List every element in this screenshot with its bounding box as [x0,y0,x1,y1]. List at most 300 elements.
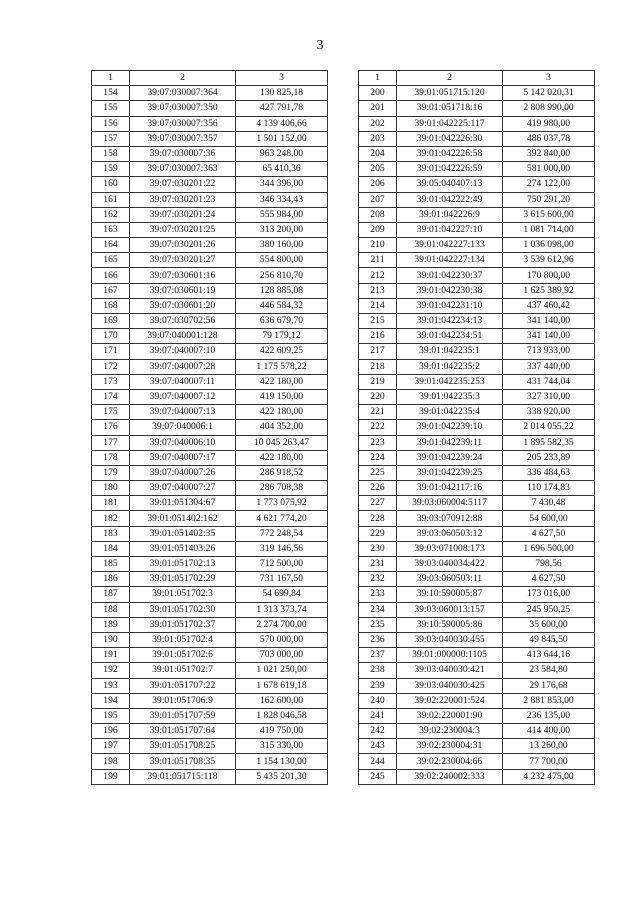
value-cell: 963 248,00 [236,146,328,161]
table-row [359,465,595,480]
table-row [359,526,595,541]
table-row [359,769,595,784]
value-cell: 712 500,00 [236,557,328,572]
row-number-cell: 166 [92,268,130,283]
cadastral-number-cell: 39:07:030007:36 [130,146,236,161]
row-number-cell: 180 [92,481,130,496]
row-number-cell: 209 [359,222,397,237]
row-number-cell: 194 [92,693,130,708]
value-cell: 5 435 201,30 [236,769,328,784]
row-number-cell: 245 [359,769,397,784]
value-cell: 1 501 152,00 [236,131,328,146]
table-row [92,724,328,739]
value-cell: 1 036 098,00 [503,238,595,253]
cadastral-number-cell: 39:03:060013:157 [397,602,503,617]
cadastral-number-cell: 39:01:042227:10 [397,222,503,237]
cadastral-number-cell: 39:02:220001:90 [397,708,503,723]
table-row [359,420,595,435]
data-table-right [358,70,595,785]
cadastral-number-cell: 39:03:071008:173 [397,541,503,556]
row-number-cell: 196 [92,724,130,739]
column-header-2: 2 [130,71,236,86]
value-cell: 65 410,36 [236,162,328,177]
cadastral-number-cell: 39:03:040030:455 [397,632,503,647]
row-number-cell: 195 [92,708,130,723]
row-number-cell: 216 [359,329,397,344]
cadastral-number-cell: 39:01:042235:1 [397,344,503,359]
value-cell: 1 625 389,92 [503,283,595,298]
table-row [92,496,328,511]
value-cell: 130 825,18 [236,86,328,101]
row-number-cell: 174 [92,389,130,404]
value-cell: 1 895 582,35 [503,435,595,450]
table-row [359,587,595,602]
row-number-cell: 228 [359,511,397,526]
table-row [92,177,328,192]
table-body-right [359,86,595,785]
cadastral-number-cell: 39:07:030007:364 [130,86,236,101]
value-cell: 336 484,63 [503,465,595,480]
row-number-cell: 231 [359,557,397,572]
row-number-cell: 222 [359,420,397,435]
row-number-cell: 190 [92,632,130,647]
row-number-cell: 185 [92,557,130,572]
cadastral-number-cell: 39:07:030201:25 [130,222,236,237]
row-number-cell: 181 [92,496,130,511]
value-cell: 4 232 475,00 [503,769,595,784]
row-number-cell: 232 [359,572,397,587]
cadastral-number-cell: 39:01:051715:120 [397,86,503,101]
value-cell: 128 885,08 [236,283,328,298]
table-row [92,739,328,754]
cadastral-number-cell: 39:07:030201:22 [130,177,236,192]
table-row [359,253,595,268]
table-row [92,146,328,161]
row-number-cell: 240 [359,693,397,708]
row-number-cell: 230 [359,541,397,556]
value-cell: 554 800,00 [236,253,328,268]
column-header-2: 2 [397,71,503,86]
cadastral-number-cell: 39:10:590005:87 [397,587,503,602]
row-number-cell: 192 [92,663,130,678]
row-number-cell: 159 [92,162,130,177]
row-number-cell: 212 [359,268,397,283]
value-cell: 636 679,70 [236,314,328,329]
value-cell: 486 037,78 [503,131,595,146]
cadastral-number-cell: 39:07:040006:10 [130,435,236,450]
row-number-cell: 179 [92,465,130,480]
value-cell: 286 708,38 [236,481,328,496]
value-cell: 750 291,20 [503,192,595,207]
cadastral-number-cell: 39:01:042235:4 [397,405,503,420]
table-row [359,754,595,769]
column-header-1: 1 [359,71,397,86]
value-cell: 274 122,00 [503,177,595,192]
row-number-cell: 191 [92,648,130,663]
cadastral-number-cell: 39:01:051707:59 [130,708,236,723]
row-number-cell: 215 [359,314,397,329]
row-number-cell: 170 [92,329,130,344]
cadastral-number-cell: 39:01:042230:37 [397,268,503,283]
row-number-cell: 162 [92,207,130,222]
cadastral-number-cell: 39:01:042225:117 [397,116,503,131]
row-number-cell: 203 [359,131,397,146]
value-cell: 422 180,00 [236,405,328,420]
table-row [92,572,328,587]
cadastral-number-cell: 39:01:042226:58 [397,146,503,161]
data-table-left [91,70,328,785]
table-row [92,253,328,268]
cadastral-number-cell: 39:01:051707:64 [130,724,236,739]
row-number-cell: 210 [359,238,397,253]
table-body-left [92,86,328,785]
cadastral-number-cell: 39:01:042226:59 [397,162,503,177]
row-number-cell: 186 [92,572,130,587]
row-number-cell: 229 [359,526,397,541]
row-number-cell: 238 [359,663,397,678]
column-header-3: 3 [503,71,595,86]
row-number-cell: 202 [359,116,397,131]
cadastral-number-cell: 39:01:042234:13 [397,314,503,329]
row-number-cell: 165 [92,253,130,268]
cadastral-number-cell: 39:01:051702:37 [130,617,236,632]
table-row [92,238,328,253]
value-cell: 344 396,00 [236,177,328,192]
value-cell: 4 139 406,66 [236,116,328,131]
cadastral-number-cell: 39:07:030007:350 [130,101,236,116]
cadastral-number-cell: 39:07:030007:363 [130,162,236,177]
cadastral-number-cell: 39:01:051707:22 [130,678,236,693]
column-header-3: 3 [236,71,328,86]
table-row [359,116,595,131]
table-row [92,283,328,298]
row-number-cell: 218 [359,359,397,374]
table-row [92,420,328,435]
table-row [359,405,595,420]
value-cell: 327 310,00 [503,389,595,404]
table-row [359,146,595,161]
cadastral-number-cell: 39:01:051702:7 [130,663,236,678]
table-row [92,329,328,344]
cadastral-number-cell: 39:01:042227:134 [397,253,503,268]
cadastral-number-cell: 39:01:051708:35 [130,754,236,769]
value-cell: 1 313 373,74 [236,602,328,617]
table-row [92,389,328,404]
table-row [359,739,595,754]
table-row [359,238,595,253]
value-cell: 7 430,48 [503,496,595,511]
table-row [92,678,328,693]
cadastral-number-cell: 39:01:042222:49 [397,192,503,207]
table-row [92,162,328,177]
cadastral-number-cell: 39:01:051706:9 [130,693,236,708]
cadastral-number-cell: 39:03:040034:422 [397,557,503,572]
value-cell: 413 644,16 [503,648,595,663]
value-cell: 13 260,00 [503,739,595,754]
row-number-cell: 168 [92,298,130,313]
row-number-cell: 154 [92,86,130,101]
row-number-cell: 173 [92,374,130,389]
value-cell: 3 539 612,96 [503,253,595,268]
value-cell: 313 200,00 [236,222,328,237]
row-number-cell: 176 [92,420,130,435]
value-cell: 772 248,54 [236,526,328,541]
table-row [359,557,595,572]
value-cell: 581 000,00 [503,162,595,177]
table-row [359,374,595,389]
table-row [92,101,328,116]
table-header-row [359,71,595,86]
cadastral-number-cell: 39:01:000000:1105 [397,648,503,663]
row-number-cell: 193 [92,678,130,693]
value-cell: 3 615 600,00 [503,207,595,222]
table-row [359,283,595,298]
cadastral-number-cell: 39:01:042231:10 [397,298,503,313]
table-row [359,481,595,496]
table-row [359,663,595,678]
table-row [359,344,595,359]
cadastral-number-cell: 39:01:051702:3 [130,587,236,602]
cadastral-number-cell: 39:02:240002:333 [397,769,503,784]
table-row [92,754,328,769]
row-number-cell: 220 [359,389,397,404]
value-cell: 49 845,50 [503,632,595,647]
row-number-cell: 155 [92,101,130,116]
table-row [92,632,328,647]
row-number-cell: 208 [359,207,397,222]
cadastral-number-cell: 39:03:060004:5117 [397,496,503,511]
row-number-cell: 223 [359,435,397,450]
table-row [92,374,328,389]
value-cell: 703 000,00 [236,648,328,663]
row-number-cell: 198 [92,754,130,769]
cadastral-number-cell: 39:02:220001:524 [397,693,503,708]
value-cell: 1 175 578,22 [236,359,328,374]
row-number-cell: 200 [359,86,397,101]
table-row [92,450,328,465]
cadastral-number-cell: 39:07:030007:357 [130,131,236,146]
cadastral-number-cell: 39:03:040030:425 [397,678,503,693]
value-cell: 341 140,00 [503,314,595,329]
table-row [359,268,595,283]
table-row [359,435,595,450]
value-cell: 431 744,04 [503,374,595,389]
table-header-row [92,71,328,86]
value-cell: 77 700,00 [503,754,595,769]
cadastral-number-cell: 39:01:042227:133 [397,238,503,253]
cadastral-number-cell: 39:03:060503:12 [397,526,503,541]
table-row [359,632,595,647]
cadastral-number-cell: 39:07:030702:56 [130,314,236,329]
value-cell: 4 627,50 [503,572,595,587]
row-number-cell: 187 [92,587,130,602]
table-row [359,693,595,708]
value-cell: 337 440,00 [503,359,595,374]
row-number-cell: 163 [92,222,130,237]
value-cell: 54 600,00 [503,511,595,526]
table-row [359,359,595,374]
table-row [92,693,328,708]
cadastral-number-cell: 39:02:230004:66 [397,754,503,769]
cadastral-number-cell: 39:10:590005:86 [397,617,503,632]
table-row [359,314,595,329]
table-row [359,131,595,146]
value-cell: 2 274 700,00 [236,617,328,632]
value-cell: 2 808 990,00 [503,101,595,116]
cadastral-number-cell: 39:01:051402:162 [130,511,236,526]
value-cell: 731 167,50 [236,572,328,587]
row-number-cell: 188 [92,602,130,617]
row-number-cell: 201 [359,101,397,116]
value-cell: 570 000,00 [236,632,328,647]
table-row [359,617,595,632]
cadastral-number-cell: 39:02:230004:3 [397,724,503,739]
cadastral-number-cell: 39:01:051718:16 [397,101,503,116]
row-number-cell: 225 [359,465,397,480]
value-cell: 256 810,70 [236,268,328,283]
value-cell: 798,56 [503,557,595,572]
table-row [92,86,328,101]
cadastral-number-cell: 39:02:230004:31 [397,739,503,754]
cadastral-number-cell: 39:01:042239:24 [397,450,503,465]
value-cell: 346 334,43 [236,192,328,207]
table-row [359,602,595,617]
value-cell: 1 828 046,58 [236,708,328,723]
table-row [359,298,595,313]
value-cell: 10 045 263,47 [236,435,328,450]
value-cell: 1 773 075,92 [236,496,328,511]
row-number-cell: 239 [359,678,397,693]
value-cell: 4 621 774,20 [236,511,328,526]
column-header-1: 1 [92,71,130,86]
table-row [359,708,595,723]
row-number-cell: 189 [92,617,130,632]
cadastral-number-cell: 39:07:030201:23 [130,192,236,207]
table-row [92,359,328,374]
value-cell: 414 400,00 [503,724,595,739]
row-number-cell: 226 [359,481,397,496]
table-row [92,587,328,602]
value-cell: 419 150,00 [236,389,328,404]
row-number-cell: 184 [92,541,130,556]
table-row [92,192,328,207]
value-cell: 2 014 055,22 [503,420,595,435]
value-cell: 29 176,68 [503,678,595,693]
cadastral-number-cell: 39:07:030601:20 [130,298,236,313]
value-cell: 2 881 853,00 [503,693,595,708]
row-number-cell: 217 [359,344,397,359]
row-number-cell: 197 [92,739,130,754]
value-cell: 54 699,84 [236,587,328,602]
table-row [359,511,595,526]
table-row [359,162,595,177]
value-cell: 1 081 714,00 [503,222,595,237]
table-row [92,405,328,420]
table-row [359,724,595,739]
value-cell: 170 800,00 [503,268,595,283]
value-cell: 315 330,00 [236,739,328,754]
value-cell: 79 179,12 [236,329,328,344]
cadastral-number-cell: 39:01:042226:30 [397,131,503,146]
row-number-cell: 237 [359,648,397,663]
table-row [92,222,328,237]
value-cell: 236 135,00 [503,708,595,723]
value-cell: 341 140,00 [503,329,595,344]
table-row [359,678,595,693]
cadastral-number-cell: 39:01:042235:2 [397,359,503,374]
cadastral-number-cell: 39:01:042239:11 [397,435,503,450]
table-row [92,648,328,663]
row-number-cell: 234 [359,602,397,617]
cadastral-number-cell: 39:01:051715:118 [130,769,236,784]
table-row [92,663,328,678]
row-number-cell: 157 [92,131,130,146]
cadastral-number-cell: 39:01:051402:35 [130,526,236,541]
row-number-cell: 183 [92,526,130,541]
table-row [92,116,328,131]
row-number-cell: 211 [359,253,397,268]
cadastral-number-cell: 39:03:040030:421 [397,663,503,678]
cadastral-number-cell: 39:07:040007:26 [130,465,236,480]
cadastral-number-cell: 39:07:030201:24 [130,207,236,222]
value-cell: 173 016,00 [503,587,595,602]
row-number-cell: 169 [92,314,130,329]
table-row [359,329,595,344]
row-number-cell: 242 [359,724,397,739]
value-cell: 5 142 020,31 [503,86,595,101]
table-row [359,101,595,116]
cadastral-number-cell: 39:01:042230:38 [397,283,503,298]
cadastral-number-cell: 39:07:030601:16 [130,268,236,283]
cadastral-number-cell: 39:07:040007:12 [130,389,236,404]
row-number-cell: 244 [359,754,397,769]
table-row [359,541,595,556]
value-cell: 713 933,00 [503,344,595,359]
row-number-cell: 241 [359,708,397,723]
cadastral-number-cell: 39:07:030201:26 [130,238,236,253]
table-row [359,389,595,404]
row-number-cell: 178 [92,450,130,465]
value-cell: 286 918,52 [236,465,328,480]
cadastral-number-cell: 39:07:040007:27 [130,481,236,496]
row-number-cell: 164 [92,238,130,253]
table-row [359,192,595,207]
row-number-cell: 160 [92,177,130,192]
value-cell: 422 180,00 [236,374,328,389]
value-cell: 422 180,00 [236,450,328,465]
value-cell: 1 696 500,00 [503,541,595,556]
cadastral-number-cell: 39:01:051702:6 [130,648,236,663]
table-row [92,769,328,784]
cadastral-number-cell: 39:01:051304:67 [130,496,236,511]
cadastral-number-cell: 39:01:042239:10 [397,420,503,435]
cadastral-number-cell: 39:01:042226:9 [397,207,503,222]
row-number-cell: 219 [359,374,397,389]
row-number-cell: 227 [359,496,397,511]
row-number-cell: 158 [92,146,130,161]
cadastral-number-cell: 39:07:040007:17 [130,450,236,465]
row-number-cell: 224 [359,450,397,465]
table-row [92,511,328,526]
row-number-cell: 204 [359,146,397,161]
table-row [359,648,595,663]
value-cell: 404 352,00 [236,420,328,435]
value-cell: 35 600,00 [503,617,595,632]
row-number-cell: 243 [359,739,397,754]
value-cell: 1 154 130,00 [236,754,328,769]
cadastral-number-cell: 39:07:040007:28 [130,359,236,374]
table-row [92,344,328,359]
